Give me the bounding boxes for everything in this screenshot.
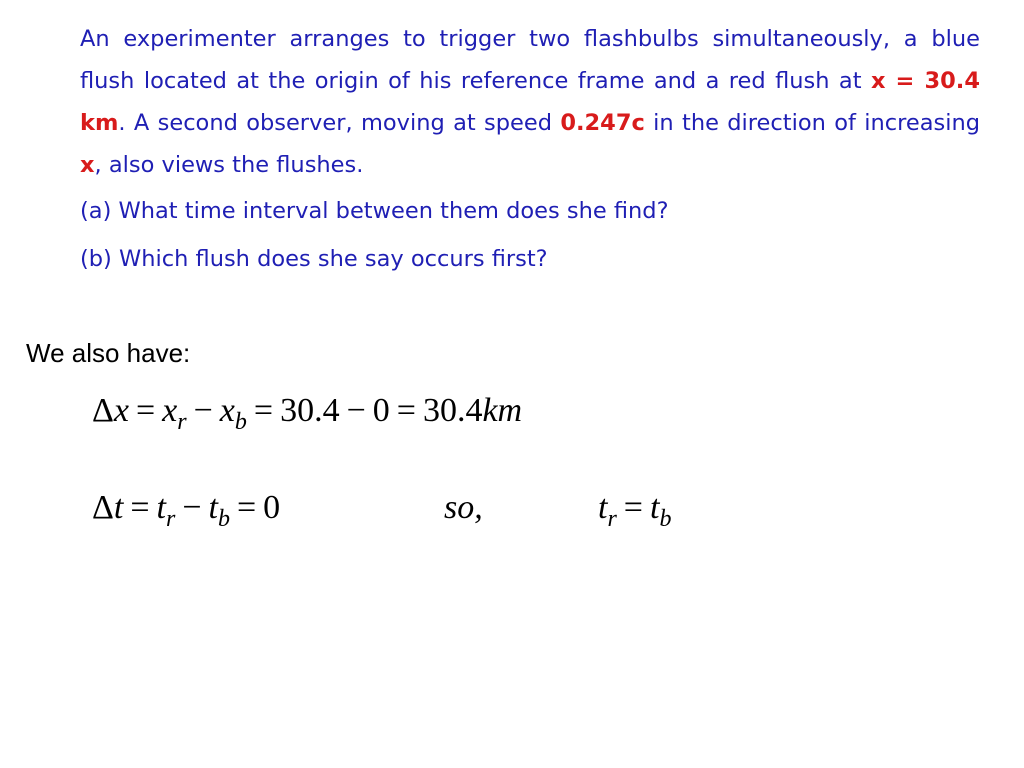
eq2-t-r: t [156, 489, 166, 526]
eq1-variable: x [113, 392, 129, 429]
red-flush-position: x = 30.4 km [80, 68, 980, 136]
eq1-value: 30.4 [280, 392, 340, 429]
eq1-unit-k: k [482, 392, 498, 429]
delta-symbol: Δ [92, 392, 114, 429]
problem-intro [80, 18, 980, 186]
eq1-x-r: x [162, 392, 178, 429]
eq2-zero: 0 [263, 489, 281, 526]
eq1-equals-3: = [396, 392, 416, 429]
eq1-equals-1: = [135, 392, 156, 429]
eq3-t-r: t [598, 489, 608, 526]
eq2-equals-2: = [236, 489, 257, 526]
intro-text-4: , also views the flushes. [94, 152, 364, 178]
delta-symbol: Δ [92, 489, 114, 526]
eq2-sub-r: r [165, 506, 176, 532]
eq1-x-b: x [219, 392, 235, 429]
eq2-minus: − [182, 489, 202, 526]
eq2-t-b: t [208, 489, 218, 526]
eq3-sub-b: b [659, 506, 672, 532]
eq3-sub-r: r [607, 506, 617, 532]
equation-delta-x [92, 392, 522, 436]
problem-statement [80, 18, 980, 280]
intro-text-1: An experimenter arranges to trigger two flashbulbs simultaneously, a blue flush located at the origin of his reference frame and a red flush at [80, 26, 980, 94]
equation-times-equal [598, 489, 671, 533]
eq2-variable: t [113, 489, 124, 526]
eq1-minus-1: − [193, 392, 213, 429]
eq1-result: 30.4 [422, 392, 483, 429]
eq1-zero: 0 [372, 392, 390, 429]
eq1-sub-r: r [177, 409, 187, 435]
eq1-sub-b: b [234, 409, 247, 435]
eq3-t-b: t [649, 489, 660, 526]
direction-variable: x [80, 152, 95, 178]
equation-delta-t [92, 489, 280, 533]
eq2-sub-b: b [217, 506, 230, 532]
eq1-minus-2: − [346, 392, 366, 429]
eq2-equals-1: = [130, 489, 150, 526]
observer-speed: 0.247c [560, 110, 645, 136]
intro-text-2: . A second observer, moving at speed [118, 110, 561, 136]
so-connector [444, 489, 483, 527]
eq3-equals: = [623, 489, 643, 526]
also-have-label: We also have: [26, 338, 191, 368]
question-a: (a) What time interval between them does she find? [80, 198, 669, 224]
intro-text-3: in the direction of increasing [644, 110, 981, 136]
eq1-unit-m: m [497, 392, 523, 429]
eq1-equals-2: = [253, 392, 274, 429]
so-text: so, [444, 489, 483, 526]
question-b: (b) Which flush does she say occurs first? [80, 246, 548, 272]
